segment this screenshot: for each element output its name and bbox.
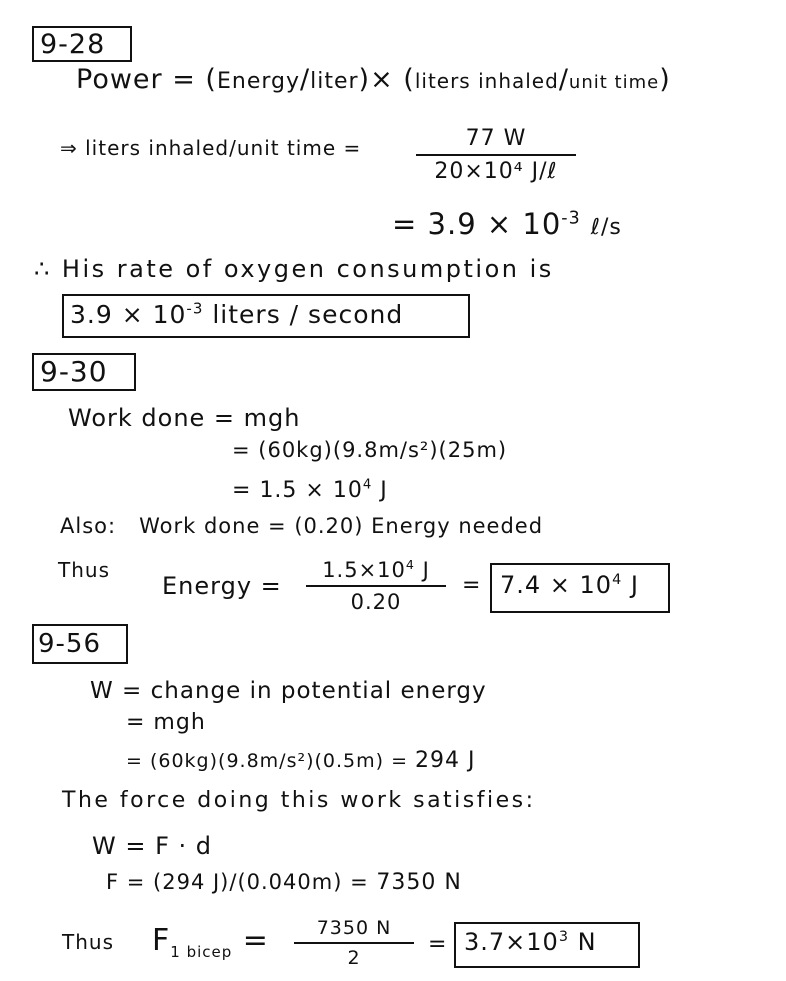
thus-label: Thus [62, 930, 114, 954]
implies-line: ⇒ liters inhaled/unit time = [60, 136, 362, 160]
problem-number: 9-56 [38, 629, 102, 659]
thus-label: Thus [58, 558, 110, 582]
work-line-3: = $1.5 \times 10^4$ J [232, 477, 388, 503]
answer-928: $3.9 \times 10^{-3}$ liters / second [70, 299, 404, 329]
power-equation: Power = (Energy/liter)× (liters inhaled/unit time) [76, 64, 671, 95]
w-line-1: W = change in potential energy [90, 678, 487, 704]
answer-930: $7.4 \times 10^4$ J [500, 571, 639, 599]
w-line-2: = mgh [126, 710, 206, 735]
force-statement: The force doing this work satisfies: [62, 788, 536, 813]
problem-number: 9-30 [40, 355, 108, 388]
conclusion-text: ∴ His rate of oxygen consumption is [34, 255, 554, 283]
equals-sign: = [462, 573, 482, 598]
energy-fraction: $1.5\times 10^4$ J 0.20 [306, 558, 446, 614]
problem-number: 9-28 [40, 29, 106, 60]
also-line: Also: Work done = (0.20) Energy needed [60, 514, 544, 538]
work-line-2: = (60kg)(9.8m/s²)(25m) [232, 438, 508, 462]
answer-956: $3.7\times 10^3$ N [464, 928, 597, 956]
bicep-fraction: 7350 N 2 [294, 917, 414, 969]
work-line-1: Work done = mgh [68, 404, 301, 432]
rate-result: = $3.9 \times 10^{-3}$ ℓ/s [392, 207, 622, 241]
w-equals-fd: W = F · d [92, 832, 213, 860]
equals-sign: = [428, 932, 448, 957]
force-line: F = (294 J)/(0.040m) = 7350 N [106, 870, 462, 895]
energy-label: Energy = [162, 572, 282, 600]
rate-fraction: 77 W 20×10⁴ J/ℓ [416, 126, 576, 184]
w-line-3: = (60kg)(9.8m/s²)(0.5m) = 294 J [126, 748, 476, 773]
bicep-force-label: $F_{1 bicep}$ = [152, 923, 269, 961]
